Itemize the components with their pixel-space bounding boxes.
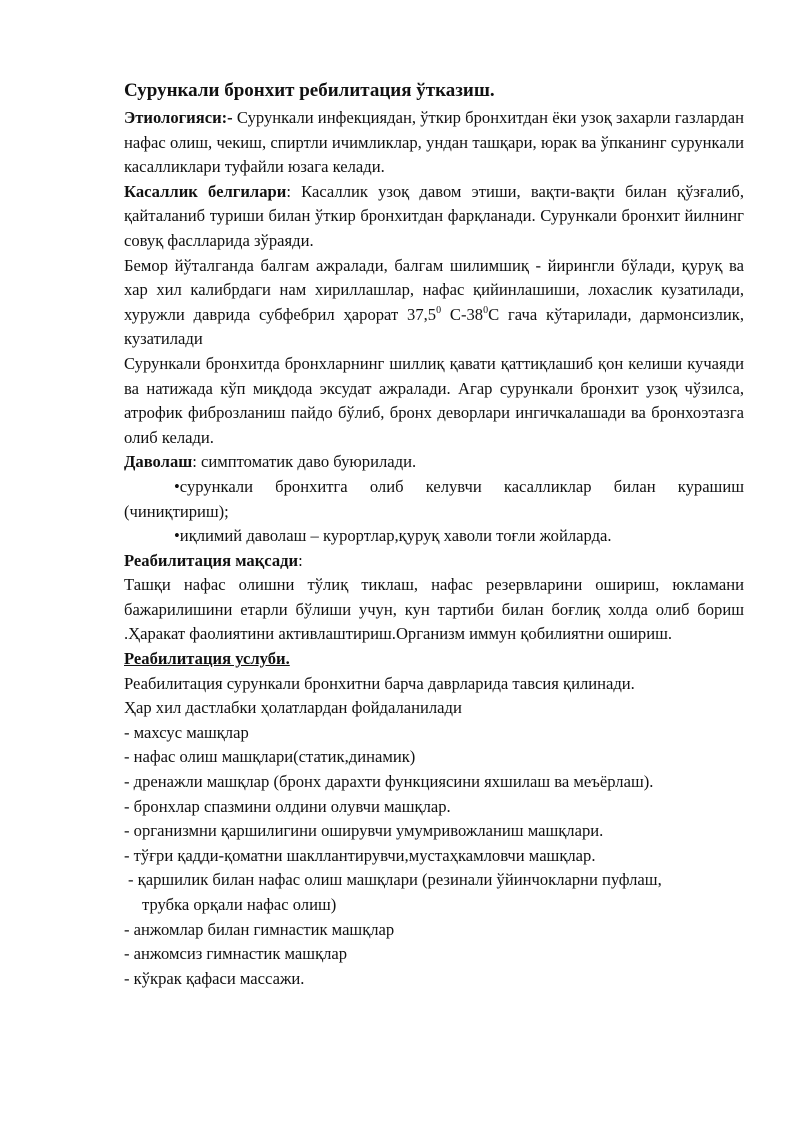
etiology-paragraph (124, 106, 744, 180)
document-page (124, 78, 744, 991)
list-item: - тўғри қадди-қоматни шакллантирувчи,мустаҳкамловчи машқлар. (124, 845, 596, 865)
method-intro: Реабилитация сурункали бронхитни барча даврларида тавсия қилинади. (124, 673, 635, 693)
list-item: - кўкрак қафаси массажи. (124, 968, 305, 988)
treatment-paragraph (124, 450, 744, 475)
list-item: - анжомсиз гимнастик машқлар (124, 944, 348, 964)
list-item-continuation: трубка орқали нафас олиш) (142, 895, 337, 914)
list-item: - нафас олиш машқлари(статик,динамик) (124, 747, 416, 767)
list-item: - дренажли машқлар (бронх дарахти функциясини яхшилаш ва меъёрлаш). (124, 772, 654, 792)
symptoms-paragraph (124, 180, 744, 254)
method-intro: Ҳар хил дастлабки ҳолатлардан фойдаланилади (124, 698, 462, 718)
document-title: Сурункали бронхит ребилитация ўтказиш. (124, 80, 495, 101)
chronic-paragraph: Сурункали бронхитда бронхларнинг шиллиқ қавати қаттиқлашиб қон келиши кучаяди ва натижада кўп миқдода эксудат ажралади. Агар сурункали бронхит узоқ чўзилса, атрофик фиброзланиш пайдо бўлиб, бронх деворлари ингичкалашади ва бронхоэтазга олиб келади. (124, 353, 744, 447)
etiology-label: Этиологияси:- (124, 108, 233, 127)
treatment-text: : симптоматик даво буюрилади. (192, 452, 417, 472)
method-heading: Реабилитация услуби. (124, 649, 290, 669)
list-item: - қаршилик билан нафас олиш машқлари (резинали ўйинчокларни пуфлаш, (128, 870, 662, 890)
goal-paragraph: Ташқи нафас олишни тўлиқ тиклаш, нафас резервларини ошириш, юкламани бажарилишини етарли бўлиши учун, кун тартиби билан боғлиқ холда олиб бориш .Ҳаракат фаолиятини активлаштириш.Организм иммун қобилиятни ошириш. (124, 575, 744, 644)
treatment-bullet: •сурункали бронхитга олиб келувчи касалликлар билан курашиш (чиниқтириш); (124, 476, 744, 521)
list-item: - бронхлар спазмини олдини олувчи машқлар. (124, 796, 451, 816)
cough-paragraph: Бемор йўталганда балгам ажралади, балгам шилимшиқ - йирингли бўлади, қуруқ ва хар хил калибрдаги нам хириллашлар, нафас қийинлашиши, лохаслик кузатилади, хуружли даврида субфебрил ҳарорат 37,5$^0$ $С-38^0С$ гача кўтарилади, дармонсизлик, кузатилади (124, 255, 744, 349)
goal-heading: Реабилитация мақсади: (124, 550, 303, 570)
list-item: - анжомлар билан гимнастик машқлар (124, 919, 395, 939)
list-item: - махсус машқлар (124, 722, 249, 742)
symptoms-label: Касаллик белгилари (124, 181, 287, 201)
treatment-bullet: •иқлимий даволаш – курортлар,қуруқ хаволи тоғли жойларда. (174, 526, 612, 546)
etiology-text: Сурункали инфекциядан, ўткир бронхитдан ёки узоқ захарли газлардан нафас олиш, чекиш, спиртли ичимликлар, ундан ташқари, юрак ва ўпканинг сурункали касалликлари туфайли юзага келади. (124, 108, 744, 177)
symptoms-text: : Касаллик узоқ давом этиши, вақти-вақти билан қўзғалиб, қайталаниб туриши билан ўткир бронхитдан фарқланади. Сурункали бронхит йилнинг совуқ фаслларида зўраяди. (124, 181, 744, 250)
treatment-label: Даволаш (124, 452, 193, 472)
list-item: - организмни қаршилигини оширувчи умумривожланиш машқлари. (124, 821, 604, 841)
